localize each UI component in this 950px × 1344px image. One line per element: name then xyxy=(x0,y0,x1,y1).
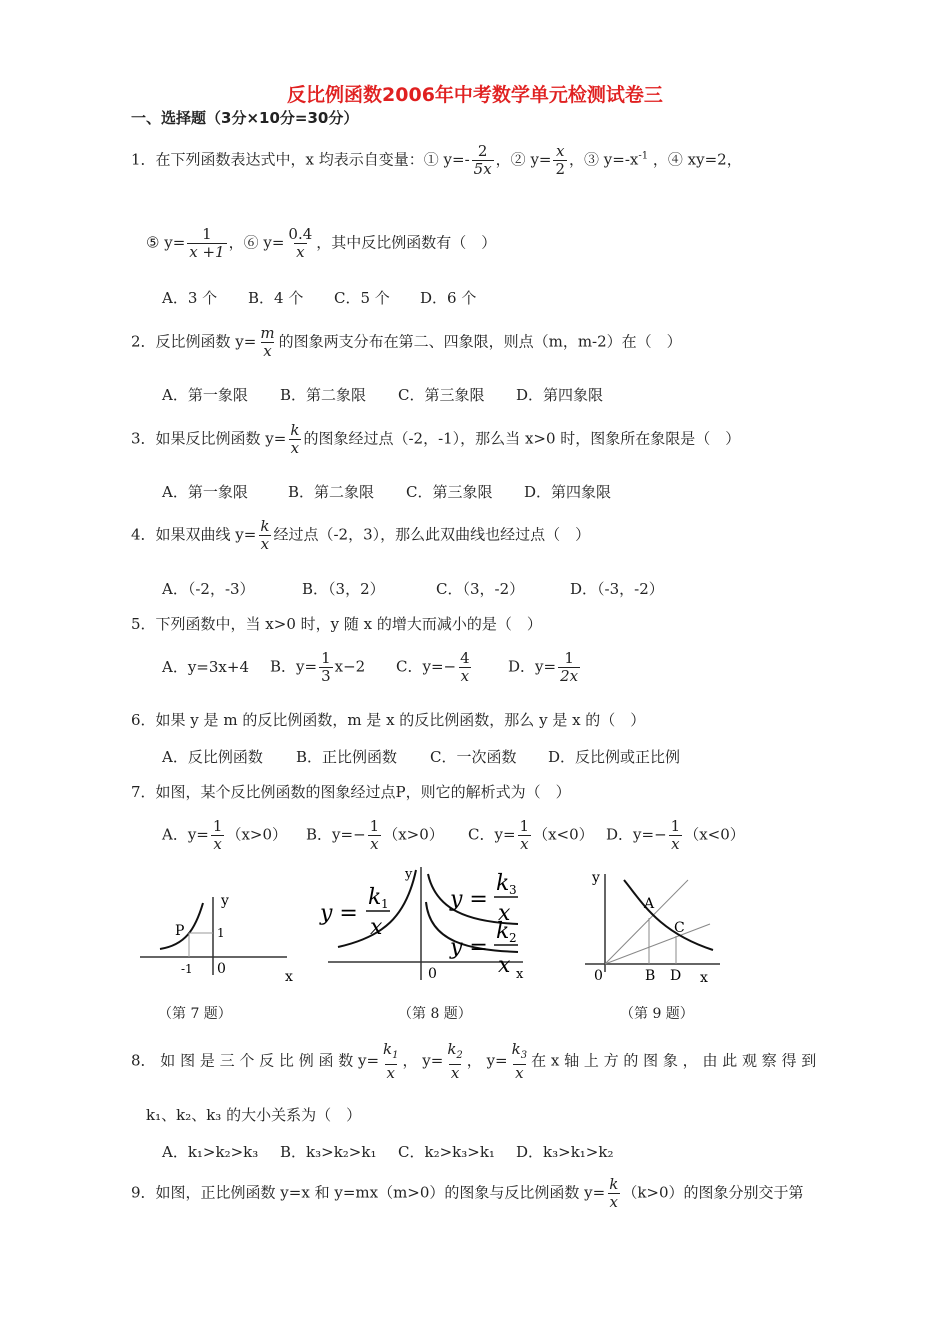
q3-option-b: B．第二象限 xyxy=(288,483,375,501)
fig9-line-ymx xyxy=(605,924,710,964)
q4-option-d: D．（-3，-2） xyxy=(570,580,664,598)
fig9-D-label: D xyxy=(670,968,682,984)
q1-option-c: C．5 个 xyxy=(334,289,390,307)
fig7-x-label: x xyxy=(285,969,293,985)
fig7-y-label: y xyxy=(221,893,229,909)
fig8-caption: （第 8 题） xyxy=(398,1006,472,1022)
fig7-origin-label: 0 xyxy=(217,961,226,977)
figure-8 xyxy=(318,862,533,982)
q8-option-d: D．k₃>k₁>k₂ xyxy=(516,1143,614,1161)
q6-option-a: A．反比例函数 xyxy=(162,748,263,766)
q3-stem xyxy=(131,422,740,457)
q1-text: ，⑥ y= xyxy=(228,233,285,252)
fig8-label-k3-sub: 3 xyxy=(509,883,517,897)
q7-option-a: A．y= $\frac{1}{x}$ （x>0） xyxy=(162,817,288,853)
q2-lead: 2．反比例函数 y= xyxy=(131,332,257,351)
q7-options xyxy=(162,818,745,853)
q1-line2 xyxy=(146,226,496,261)
fig7-one-label: 1 xyxy=(217,926,225,940)
q3-option-d: D．第四象限 xyxy=(524,483,612,501)
q3-option-a: A．第一象限 xyxy=(162,483,248,501)
q3-options xyxy=(162,481,611,502)
q1-options xyxy=(162,287,476,308)
q7-option-d: D．y=− $\frac{1}{x}$ （x<0） xyxy=(606,817,745,853)
q3-frac: $\frac{k}{x}$ xyxy=(290,421,300,457)
q9-frac: $\frac{k}{x}$ xyxy=(609,1175,619,1211)
q5-stem: 5．下列函数中，当 x>0 时，y 随 x 的增大而减小的是（ ） xyxy=(131,615,542,633)
q6-option-d: D．反比例或正比例 xyxy=(548,748,681,766)
q3-lead: 3．如果反比例函数 y= xyxy=(131,429,287,448)
q4-frac: $\frac{k}{x}$ xyxy=(260,517,270,553)
q8-stem xyxy=(131,1041,816,1082)
q2-frac: $\frac{m}{x}$ xyxy=(260,324,275,360)
fig8-origin-label: 0 xyxy=(428,966,437,982)
fig8-y-label: y xyxy=(405,867,413,882)
q5-option-c: C．y=− $\frac{4}{x}$ xyxy=(396,649,470,685)
q2-option-a: A．第一象限 xyxy=(162,386,248,404)
fig8-x-label: x xyxy=(516,967,524,982)
fig8-label-k2-sub: 2 xyxy=(509,931,517,945)
q8-frac-3: $\frac{k_3}{x}$ xyxy=(511,1040,528,1082)
q5-option-d: D．y= $\frac{1}{2x}$ xyxy=(508,649,579,685)
fig7-P-label: P xyxy=(175,923,185,939)
q8-frac-2: $\frac{k_2}{x}$ xyxy=(447,1040,463,1082)
fig8-label-k1-y: y = xyxy=(320,901,358,926)
q7-option-b: B．y=− $\frac{1}{x}$ （x>0） xyxy=(306,817,444,853)
q9-stem xyxy=(131,1176,804,1211)
q4-options xyxy=(162,578,664,599)
q4-stem xyxy=(131,518,590,553)
q8-line2: k₁、k₂、k₃ 的大小关系为（ ） xyxy=(146,1106,362,1124)
fig8-label-k1-sub: 1 xyxy=(381,897,389,911)
fig8-label-k3-k: k xyxy=(496,871,510,896)
fig8-label-k1-k: k xyxy=(368,885,382,910)
q8-options xyxy=(162,1141,613,1162)
q5-option-a: A．y=3x+4 xyxy=(162,657,249,676)
q1-text: ，④ xy=2， xyxy=(648,150,742,169)
q1-option-a: A．3 个 xyxy=(162,289,218,307)
q1-frac-2: $\frac{x}{2}$ xyxy=(555,142,566,178)
q2-stem xyxy=(131,325,682,360)
q2-option-b: B．第二象限 xyxy=(280,386,367,404)
q8-lead: 8． 如 图 是 三 个 反 比 例 函 数 y= xyxy=(131,1051,380,1070)
q9-lead: 9．如图，正比例函数 y=x 和 y=mx（m>0）的图象与反比例函数 y= xyxy=(131,1183,606,1202)
q1-text: ⑤ y= xyxy=(146,233,186,252)
q1-sup: -1 xyxy=(638,150,649,162)
q5-options xyxy=(162,650,582,685)
q1-lead: 1．在下列函数表达式中，x 均表示自变量：① y=- xyxy=(131,150,470,169)
fig9-origin-label: 0 xyxy=(594,968,603,984)
q1-option-d: D．6 个 xyxy=(420,289,477,307)
q6-options xyxy=(162,746,680,767)
fig9-caption: （第 9 题） xyxy=(620,1006,694,1022)
q3-tail: 的图象经过点（-2，-1），那么当 x>0 时，图象所在象限是（ ） xyxy=(303,429,741,448)
fig8-label-k3-x: x xyxy=(498,901,511,926)
q1-line1 xyxy=(131,143,742,178)
fig9-x-label: x xyxy=(700,970,708,986)
q9-tail: （k>0）的图象分别交于第 xyxy=(622,1183,804,1202)
q8-option-c: C．k₂>k₃>k₁ xyxy=(398,1143,495,1161)
fig7-caption: （第 7 题） xyxy=(158,1006,232,1022)
q2-tail: 的图象两支分布在第二、四象限，则点（m，m-2）在（ ） xyxy=(278,332,682,351)
q2-option-d: D．第四象限 xyxy=(516,386,604,404)
fig8-label-k2-x: x xyxy=(498,953,511,978)
q8-frac-1: $\frac{k_1}{x}$ xyxy=(383,1040,399,1082)
q7-stem: 7．如图，某个反比例函数的图象经过点P，则它的解析式为（ ） xyxy=(131,783,571,801)
q1-text: ，② y= xyxy=(495,150,552,169)
q2-options xyxy=(162,384,603,405)
fig8-label-k2-k: k xyxy=(496,919,510,944)
fig9-y-label: y xyxy=(592,870,600,886)
q6-option-c: C．一次函数 xyxy=(430,748,517,766)
q8-option-a: A．k₁>k₂>k₃ xyxy=(162,1143,259,1161)
q4-lead: 4．如果双曲线 y= xyxy=(131,525,257,544)
q4-tail: 经过点（-2，3），那么此双曲线也经过点（ ） xyxy=(273,525,591,544)
section-heading: 一、选择题（3分×10分=30分） xyxy=(131,109,359,127)
q1-frac-1: $\frac{2}{5x}$ xyxy=(473,142,492,178)
fig8-label-k1-x: x xyxy=(370,915,383,940)
q8-text: ， y= xyxy=(402,1051,444,1070)
q4-option-a: A．（-2，-3） xyxy=(162,580,255,598)
q1-text: ，其中反比例函数有（ ） xyxy=(316,233,497,252)
q1-frac-5: $\frac{1}{x +1}$ xyxy=(189,225,225,261)
q8-text: ， y= xyxy=(466,1051,508,1070)
q4-option-c: C．（3，-2） xyxy=(436,580,525,598)
fig8-label-k3-y: y = xyxy=(450,887,488,912)
figure-9 xyxy=(580,862,730,987)
q4-option-b: B．（3，2） xyxy=(302,580,385,598)
page-title: 反比例函数2006年中考数学单元检测试卷三 xyxy=(287,84,663,106)
q1-option-b: B．4 个 xyxy=(248,289,304,307)
q7-option-c: C．y= $\frac{1}{x}$ （x<0） xyxy=(468,817,594,853)
figure-7 xyxy=(135,885,310,995)
fig8-label-k2-y: y = xyxy=(450,935,488,960)
fig9-C-label: C xyxy=(674,920,685,936)
fig9-A-label: A xyxy=(644,896,655,912)
q6-option-b: B．正比例函数 xyxy=(296,748,398,766)
q6-stem: 6．如果 y 是 m 的反比例函数，m 是 x 的反比例函数，那么 y 是 x 的（ ） xyxy=(131,711,646,729)
fig7-neg1-label: -1 xyxy=(181,962,193,976)
q1-text: ，③ y=-x xyxy=(569,150,639,169)
fig9-B-label: B xyxy=(645,968,656,984)
q8-tail: 在 x 轴 上 方 的 图 象 ， 由 此 观 察 得 到 xyxy=(531,1051,817,1070)
q3-option-c: C．第三象限 xyxy=(406,483,493,501)
q5-option-b: B．y= $\frac{1}{3}$ x−2 xyxy=(270,649,366,685)
q8-option-b: B．k₃>k₂>k₁ xyxy=(280,1143,377,1161)
q1-frac-6: $\frac{0.4}{x}$ xyxy=(288,225,313,261)
q2-option-c: C．第三象限 xyxy=(398,386,485,404)
